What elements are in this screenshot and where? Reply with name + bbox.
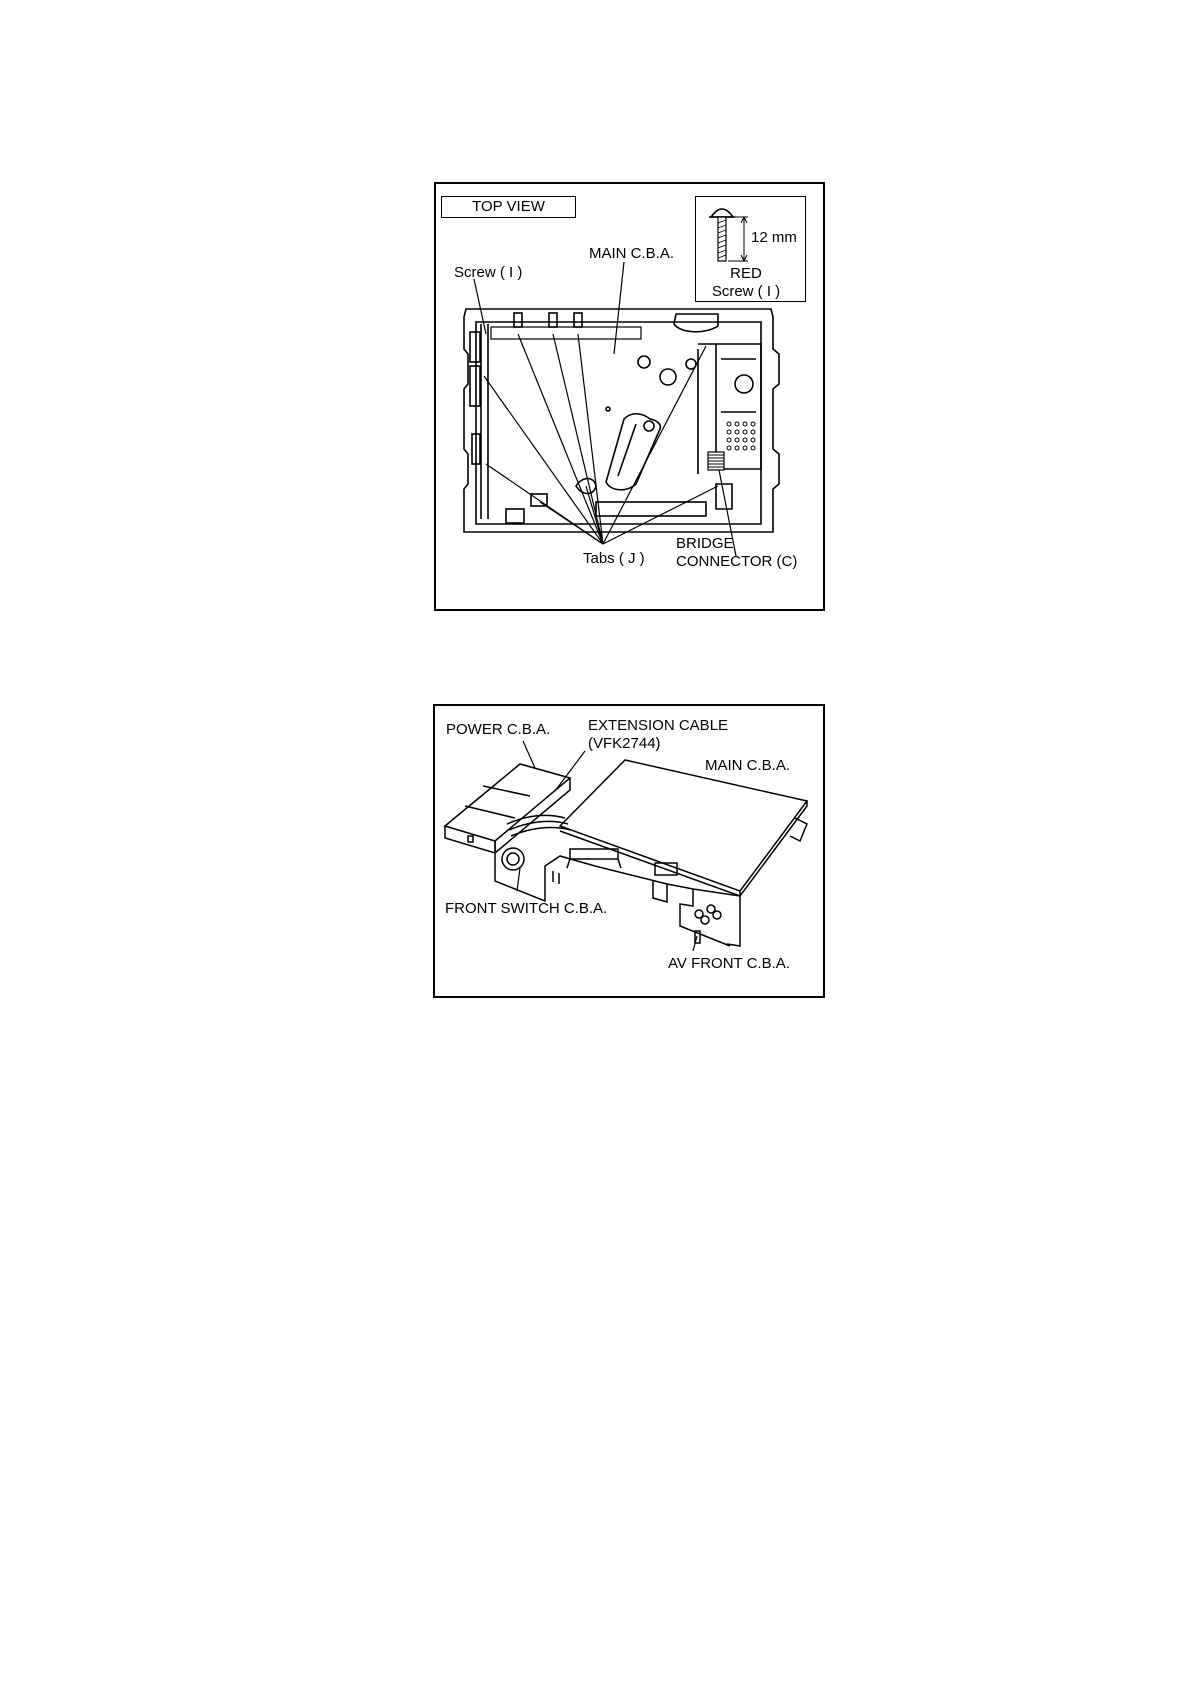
inset-screw-label: Screw ( I ) [711, 283, 781, 300]
power-cba-label: POWER C.B.A. [446, 721, 551, 738]
extension-cable-label-line1: EXTENSION CABLE [588, 717, 729, 734]
av-front-cba-label: AV FRONT C.B.A. [668, 955, 790, 972]
main-cba-label: MAIN C.B.A. [589, 245, 675, 262]
screw-i-label: Screw ( I ) [454, 264, 523, 281]
bridge-connector-label-line1: BRIDGE [676, 535, 734, 552]
top-view-figure [434, 182, 825, 611]
chassis-top-drawing [436, 184, 827, 613]
exploded-view-figure [433, 704, 825, 998]
front-switch-cba-label: FRONT SWITCH C.B.A. [445, 900, 608, 917]
tabs-j-label: Tabs ( J ) [583, 550, 645, 567]
main-cba-exploded-label: MAIN C.B.A. [705, 757, 791, 774]
extension-cable-label-line2: (VFK2744) [588, 735, 661, 752]
screw-color-label: RED [730, 265, 762, 282]
screw-length-label: 12 mm [751, 229, 797, 246]
bridge-connector-label-line2: CONNECTOR (C) [676, 553, 798, 570]
top-view-title: TOP VIEW [441, 196, 576, 218]
